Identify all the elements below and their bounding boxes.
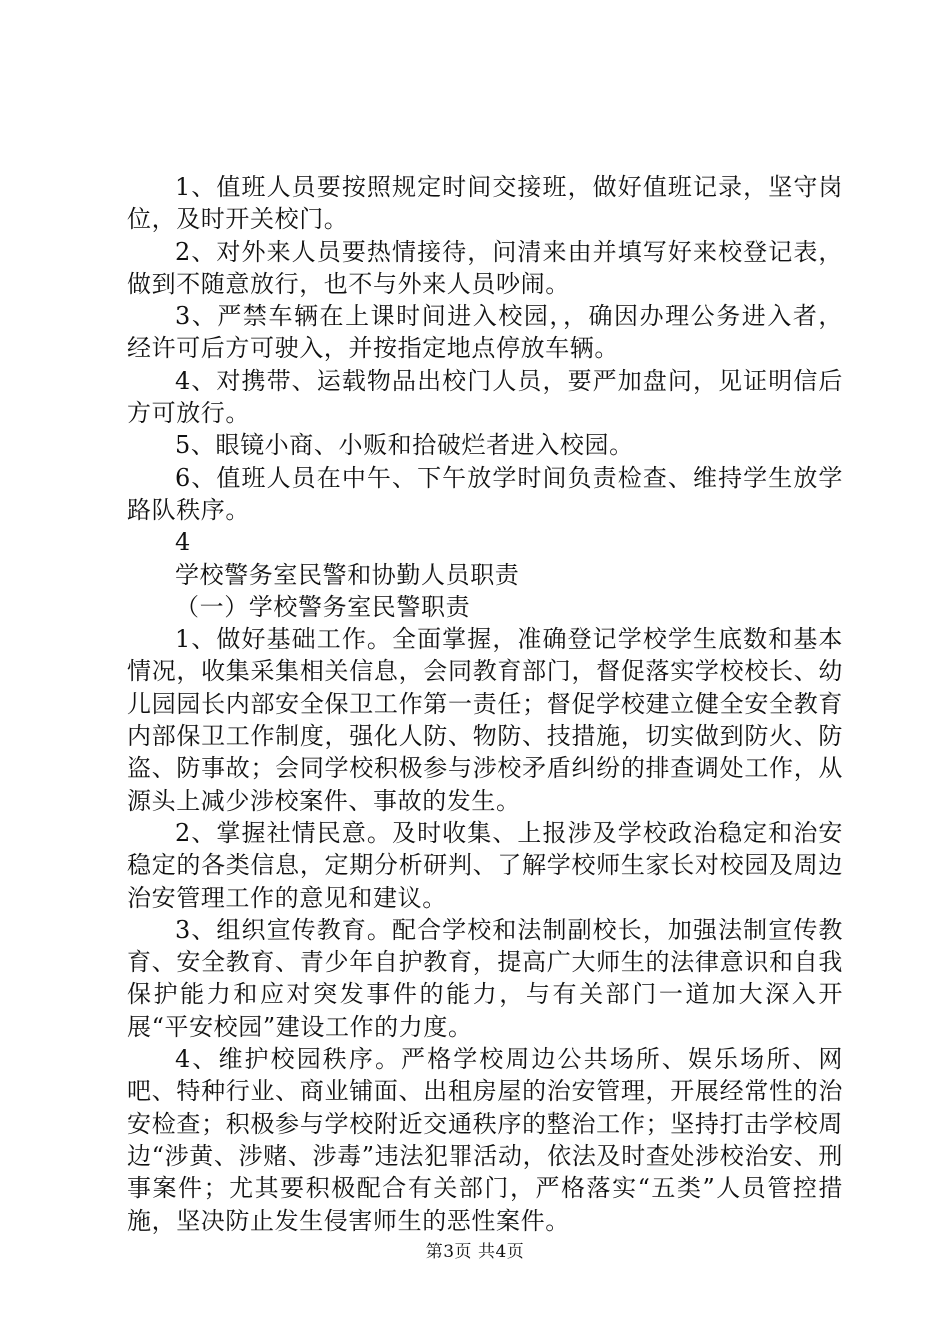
section-heading: 学校警务室民警和协勤人员职责 [175, 560, 520, 589]
paragraph-duty-3: 3、严禁车辆在上课时间进入校园，，确因办理公务进入者，经许可后方可驶入，并按指定地点停放车辆。 [127, 302, 843, 363]
paragraph-duty-6: 6、值班人员在中午、下午放学时间负责检查、维持学生放学路队秩序。 [127, 463, 843, 524]
page-footer: 第3页 共4页 [425, 1242, 525, 1262]
paragraph-duty-5: 5、眼镜小商、小贩和拾破烂者进入校园。 [175, 431, 634, 460]
paragraph-duty-1: 1、值班人员要按照规定时间交接班，做好值班记录，坚守岗位，及时开关校门。 [127, 173, 843, 234]
paragraph-police-duty-3: 3、组织宣传教育。配合学校和法制副校长，加强法制宣传教育、安全教育、青少年自护教育，提高广大师生的法律意识和自我保护能力和应对突发事件的能力，与有关部门一道加大深入开展“平安校园”建设工作的力度。 [127, 915, 843, 1041]
paragraph-duty-2: 2、对外来人员要热情接待，问清来由并填写好来校登记表，做到不随意放行，也不与外来人员吵闹。 [127, 237, 843, 298]
document-body [127, 171, 843, 1237]
paragraph-police-duty-1: 1、做好基础工作。全面掌握，准确登记学校学生底数和基本情况，收集采集相关信息，会同教育部门，督促落实学校校长、幼儿园园长内部安全保卫工作第一责任；督促学校建立健全安全教育内部保卫工作制度，强化人防、物防、技措施，切实做到防火、防盗、防事故；会同学校积极参与涉校矛盾纠纷的排查调处工作，从源头上减少涉校案件、事故的发生。 [127, 625, 843, 815]
section-number: 4 [175, 528, 191, 557]
paragraph-police-duty-4: 4、维护校园秩序。严格学校周边公共场所、娱乐场所、网吧、特种行业、商业铺面、出租房屋的治安管理，开展经常性的治安检查；积极参与学校附近交通秩序的整治工作；坚持打击学校周边“涉黄、涉赌、涉毒”违法犯罪活动，依法及时查处涉校治安、刑事案件；尤其要积极配合有关部门，严格落实“五类”人员管控措施，坚决防止发生侵害师生的恶性案件。 [127, 1045, 843, 1235]
paragraph-police-duty-2: 2、掌握社情民意。及时收集、上报涉及学校政治稳定和治安稳定的各类信息，定期分析研判、了解学校师生家长对校园及周边治安管理工作的意见和建议。 [127, 818, 843, 912]
subsection-heading: （一）学校警务室民警职责 [175, 592, 471, 621]
paragraph-duty-4: 4、对携带、运载物品出校门人员，要严加盘问，见证明信后方可放行。 [127, 366, 843, 428]
